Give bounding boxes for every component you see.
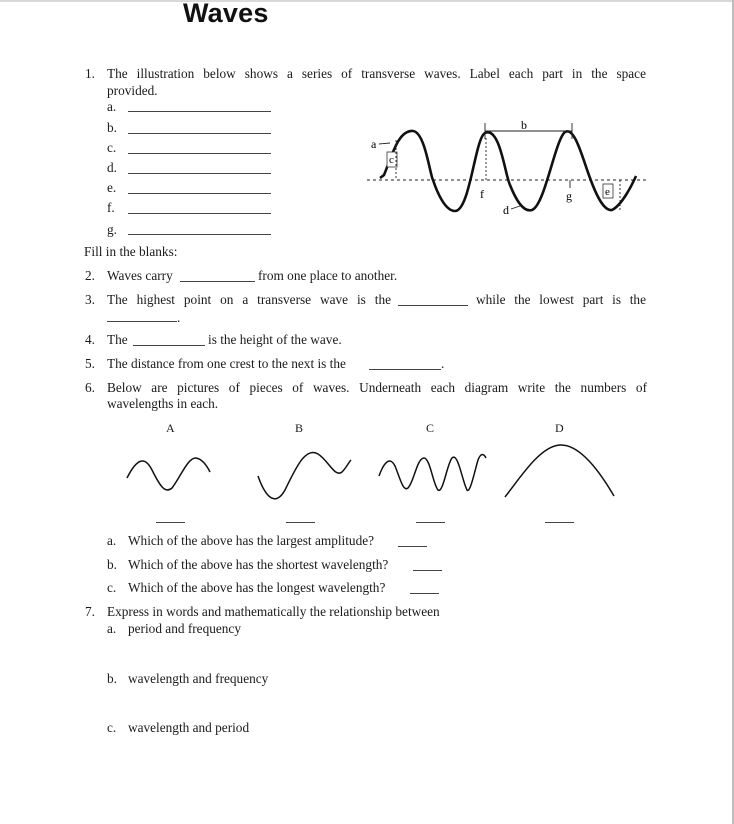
q2-text-before: Waves carry [107,268,173,283]
q1-text-line2: provided. [107,83,158,98]
q7-number: 7. [85,604,95,619]
transverse-wave-curve [380,131,636,211]
q6-answer-line-d[interactable] [545,522,574,523]
q1-label-c: c. [107,140,117,155]
page-title: Waves [183,0,269,28]
fill-in-heading: Fill in the blanks: [84,244,178,259]
q3-number: 3. [85,292,95,307]
diagram-label-g: g [566,189,572,203]
q1-text-line1: The illustration below shows a series of transverse waves. Label each part in the space [107,66,646,81]
diagram-label-b: b [521,118,527,132]
q7-sub-a-text: period and frequency [128,621,241,636]
q6-sub-a-letter: a. [107,533,117,548]
diagram-label-e: e [605,186,610,198]
q7-sub-b-letter: b. [107,671,117,686]
q1-label-e: e. [107,180,117,195]
q3-blank-highest[interactable] [398,305,468,306]
q4-blank[interactable] [133,345,205,346]
q3-text-after: while the lowest part is the [476,292,646,307]
diagram-label-f: f [480,187,484,201]
diagram-letter-c: C [426,421,435,435]
q2-blank[interactable] [180,281,255,282]
q1-label-g: g. [107,222,117,237]
q5-number: 5. [85,356,95,371]
d-pointer-line [511,206,520,209]
q1-label-f: f. [107,200,115,215]
diagram-letter-d: D [555,421,564,435]
diagram-label-a: a [371,137,377,151]
q6-sub-b-letter: b. [107,557,117,572]
q1-label-b: b. [107,120,117,135]
q3-period: . [177,310,181,325]
q1-label-a: a. [107,99,117,114]
q6-text-line1: Below are pictures of pieces of waves. Underneath each diagram write the numbers of [107,380,647,395]
q7-sub-c-letter: c. [107,720,117,735]
a-pointer-line [379,143,390,144]
q6-sub-b-text: Which of the above has the shortest wavelength? [128,557,389,572]
q6-sub-a-text: Which of the above has the largest amplitude? [128,533,375,548]
diagram-label-c: c [389,154,394,166]
q6-sub-a-blank[interactable] [398,546,427,547]
q4-text-before: The [107,332,128,347]
q2-number: 2. [85,268,95,283]
q2-text-after: from one place to another. [258,268,398,283]
q4-number: 4. [85,332,95,347]
q7-sub-c-text: wavelength and period [128,720,250,735]
q3-text-before: The highest point on a transverse wave is the [107,292,391,307]
wave-piece-d [505,445,614,497]
q6-answer-line-b[interactable] [286,522,315,523]
q7-text: Express in words and mathematically the relationship between [107,604,440,619]
q1-number: 1. [85,66,95,81]
q6-sub-c-blank[interactable] [410,593,439,594]
q6-sub-b-blank[interactable] [413,570,442,571]
q6-sub-c-text: Which of the above has the longest wavelength? [128,580,386,595]
diagram-label-d: d [503,203,509,217]
wave-piece-b [258,452,351,498]
wave-piece-c [379,455,486,491]
q3-blank-lowest[interactable] [107,321,177,322]
q6-sub-c-letter: c. [107,580,117,595]
q6-answer-line-a[interactable] [156,522,185,523]
q6-text-line2: wavelengths in each. [107,396,219,411]
diagram-letter-a: A [166,421,175,435]
q6-answer-line-c[interactable] [416,522,445,523]
diagram-letter-b: B [295,421,304,435]
q5-blank[interactable] [369,369,441,370]
q7-sub-a-letter: a. [107,621,117,636]
q1-label-d: d. [107,160,117,175]
q5-period: . [441,356,445,371]
q6-number: 6. [85,380,95,395]
q4-text-after: is the height of the wave. [208,332,342,347]
q5-text-before: The distance from one crest to the next is the [107,356,346,371]
q7-sub-b-text: wavelength and frequency [128,671,269,686]
wave-piece-a [127,458,210,490]
